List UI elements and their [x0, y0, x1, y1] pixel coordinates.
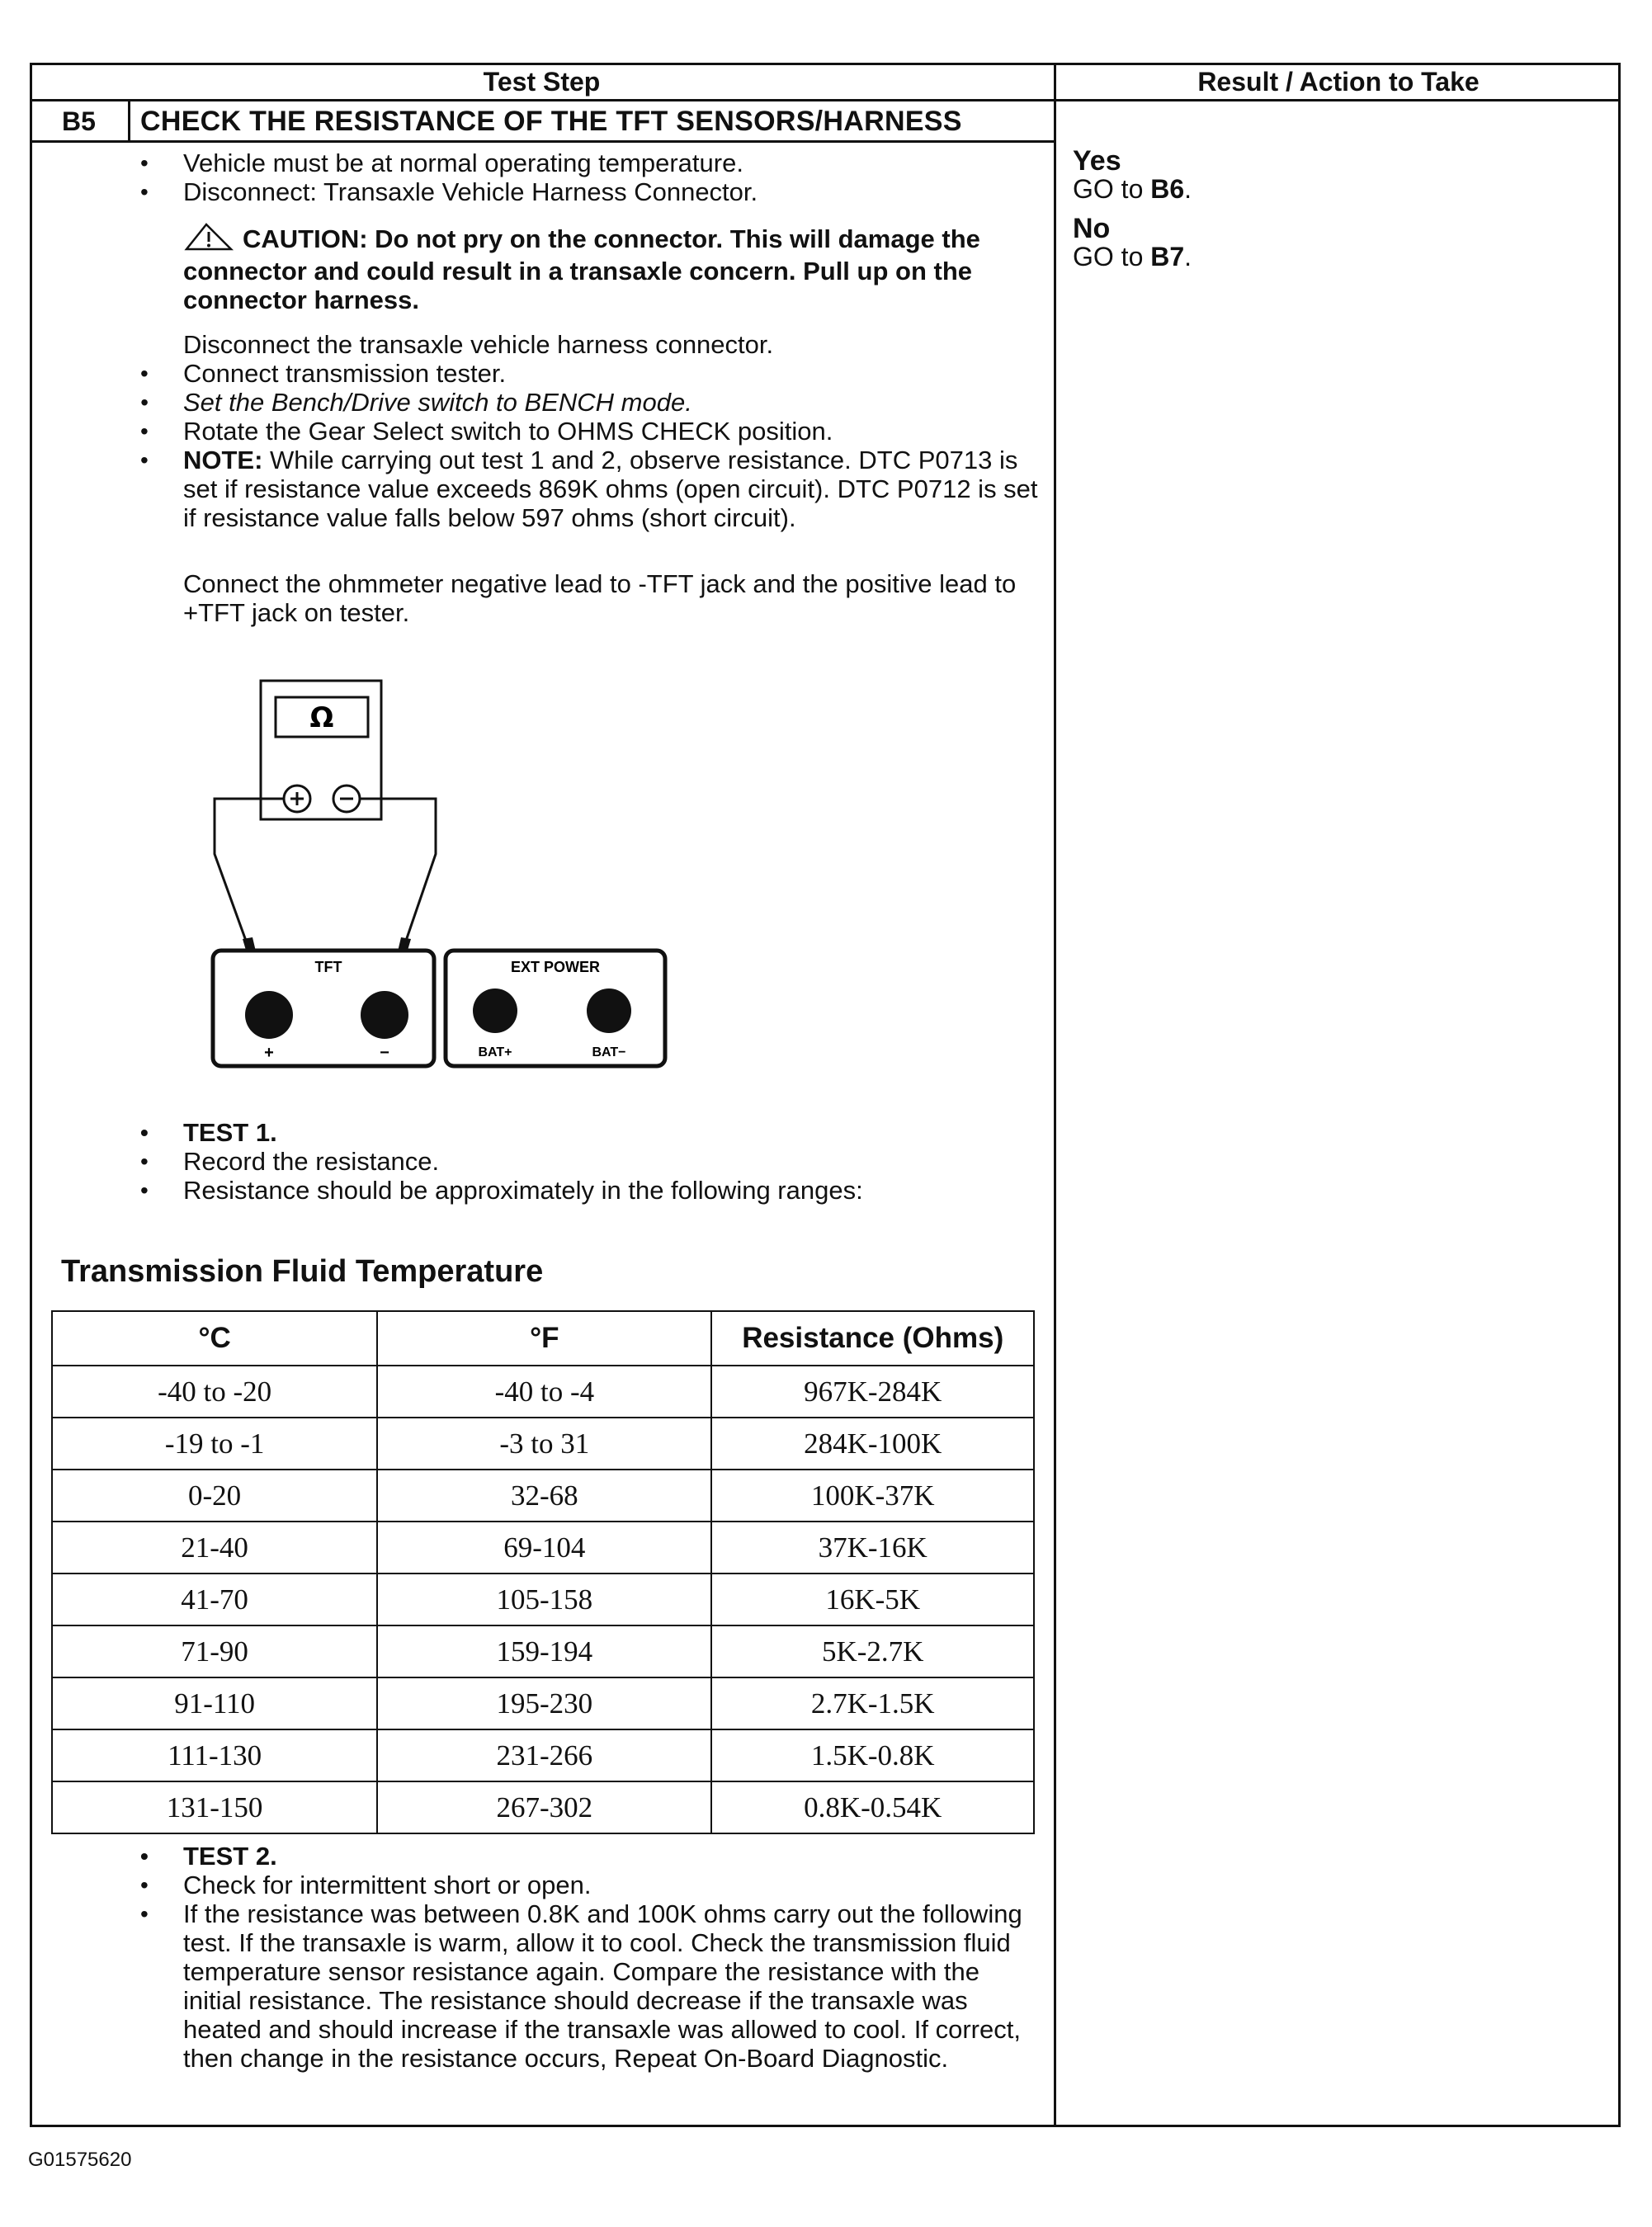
test1-list — [132, 1118, 1040, 1205]
warning-triangle-icon — [183, 223, 234, 257]
step-item: • Record the resistance. — [132, 1147, 1040, 1176]
result-no-label: No — [1073, 213, 1111, 244]
cell-celsius: 91-110 — [52, 1677, 377, 1729]
goto-text: GO to — [1073, 242, 1151, 271]
step-id: B5 — [30, 101, 130, 142]
step-title-divider — [30, 140, 1056, 143]
cell-celsius: 41-70 — [52, 1574, 377, 1625]
table-row — [52, 1625, 1034, 1677]
ohm-symbol: Ω — [309, 701, 334, 734]
note-label: NOTE: — [183, 446, 263, 474]
step-title: CHECK THE RESISTANCE OF THE TFT SENSORS/HARNESS — [140, 105, 962, 137]
goto-text: GO to — [1073, 174, 1151, 204]
result-yes-label: Yes — [1073, 145, 1121, 177]
table-row — [52, 1574, 1034, 1625]
goto-b6-link[interactable]: B6 — [1150, 174, 1185, 204]
tft-plus-jack — [245, 991, 293, 1039]
cell-resistance: 16K-5K — [711, 1574, 1034, 1625]
cell-resistance: 100K-37K — [711, 1470, 1034, 1522]
caution-block — [183, 223, 1008, 314]
figure-code: G01575620 — [28, 2149, 132, 2171]
ext-power-label: EXT POWER — [510, 959, 601, 975]
step-item: • Rotate the Gear Select switch to OHMS CHECK position. — [132, 417, 1040, 446]
cell-resistance: 0.8K-0.54K — [711, 1781, 1034, 1833]
period: . — [1184, 174, 1192, 204]
step-item: • Vehicle must be at normal operating temperature. — [132, 149, 1040, 177]
col-header-celsius: °C — [52, 1311, 377, 1366]
step-item: • Connect transmission tester. — [132, 359, 1040, 388]
step-item: • If the resistance was between 0.8K and 100K ohms carry out the following test. If the transaxle is warm, allow it to cool. Check the transmission fluid temperature sensor resistance again. Compare the resistance with the initial resistance. The resistance should decrease if the transaxle was heated and should increase if the transaxle was allowed to cool. If correct, then change in the resistance occurs, Repeat On-Board Diagnostic. — [132, 1899, 1040, 2073]
step-item: • Check for intermittent short or open. — [132, 1871, 1040, 1899]
cell-fahrenheit: 69-104 — [377, 1522, 711, 1574]
cell-fahrenheit: 231-266 — [377, 1729, 711, 1781]
test2-list — [132, 1842, 1040, 2073]
caution-followup: Disconnect the transaxle vehicle harness connector. — [183, 330, 774, 359]
bat-minus-jack — [587, 988, 631, 1033]
cell-celsius: 131-150 — [52, 1781, 377, 1833]
connect-instruction: Connect the ohmmeter negative lead to -TFT jack and the positive lead to +TFT jack on tester. — [183, 569, 1017, 627]
steps-list-b — [132, 359, 1040, 532]
table-row — [52, 1470, 1034, 1522]
table-row — [52, 1781, 1034, 1833]
cell-celsius: 0-20 — [52, 1470, 377, 1522]
header-test-step: Test Step — [483, 66, 601, 97]
cell-resistance: 284K-100K — [711, 1418, 1034, 1470]
header-result-action: Result / Action to Take — [1197, 66, 1480, 97]
cell-fahrenheit: -40 to -4 — [377, 1366, 711, 1418]
goto-b7-link[interactable]: B7 — [1150, 242, 1185, 271]
period: . — [1184, 242, 1192, 271]
caution-text: CAUTION: Do not pry on the connector. This will damage the connector and could result in a transaxle concern. Pull up on the connector harness. — [183, 224, 980, 314]
cell-fahrenheit: 159-194 — [377, 1625, 711, 1677]
step-item: • Set the Bench/Drive switch to BENCH mode. — [132, 388, 1040, 417]
tft-label: TFT — [314, 959, 342, 975]
cell-resistance: 2.7K-1.5K — [711, 1677, 1034, 1729]
cell-fahrenheit: -3 to 31 — [377, 1418, 711, 1470]
bat-minus-label: BAT− — [592, 1045, 626, 1059]
test1-title: • TEST 1. — [132, 1118, 1040, 1147]
cell-fahrenheit: 267-302 — [377, 1781, 711, 1833]
cell-resistance: 37K-16K — [711, 1522, 1034, 1574]
cell-resistance: 5K-2.7K — [711, 1625, 1034, 1677]
step-item: • Disconnect: Transaxle Vehicle Harness Connector. — [132, 177, 1040, 206]
tft-minus-label: − — [380, 1044, 389, 1062]
bat-plus-label: BAT+ — [478, 1045, 512, 1059]
tft-resistance-table — [51, 1310, 1035, 1834]
table-title: Transmission Fluid Temperature — [61, 1254, 544, 1289]
table-row — [52, 1729, 1034, 1781]
cell-celsius: 71-90 — [52, 1625, 377, 1677]
cell-resistance: 1.5K-0.8K — [711, 1729, 1034, 1781]
table-header-row — [52, 1311, 1034, 1366]
note-item — [132, 446, 1040, 532]
cell-celsius: 21-40 — [52, 1522, 377, 1574]
cell-celsius: 111-130 — [52, 1729, 377, 1781]
ohmmeter-tester-diagram — [206, 677, 677, 1073]
tft-minus-jack — [361, 991, 408, 1039]
cell-fahrenheit: 195-230 — [377, 1677, 711, 1729]
table-row — [52, 1522, 1034, 1574]
step-item: • Resistance should be approximately in the following ranges: — [132, 1176, 1040, 1205]
col-header-fahrenheit: °F — [377, 1311, 711, 1366]
table-row — [52, 1677, 1034, 1729]
bat-plus-jack — [473, 988, 517, 1033]
column-divider — [1054, 63, 1056, 2127]
result-yes — [1073, 147, 1192, 203]
test2-title: • TEST 2. — [132, 1842, 1040, 1871]
table-row — [52, 1366, 1034, 1418]
tft-plus-label: + — [264, 1044, 274, 1062]
cell-resistance: 967K-284K — [711, 1366, 1034, 1418]
cell-celsius: -19 to -1 — [52, 1418, 377, 1470]
table-row — [52, 1418, 1034, 1470]
result-no — [1073, 215, 1192, 271]
note-text: While carrying out test 1 and 2, observe resistance. DTC P0713 is set if resistance value exceeds 869K ohms (open circuit). DTC P0712 is set if resistance value falls below 597 ohms (short circuit). — [183, 446, 1038, 532]
col-header-resistance: Resistance (Ohms) — [711, 1311, 1034, 1366]
cell-fahrenheit: 105-158 — [377, 1574, 711, 1625]
cell-fahrenheit: 32-68 — [377, 1470, 711, 1522]
steps-list-a — [132, 149, 1040, 206]
cell-celsius: -40 to -20 — [52, 1366, 377, 1418]
